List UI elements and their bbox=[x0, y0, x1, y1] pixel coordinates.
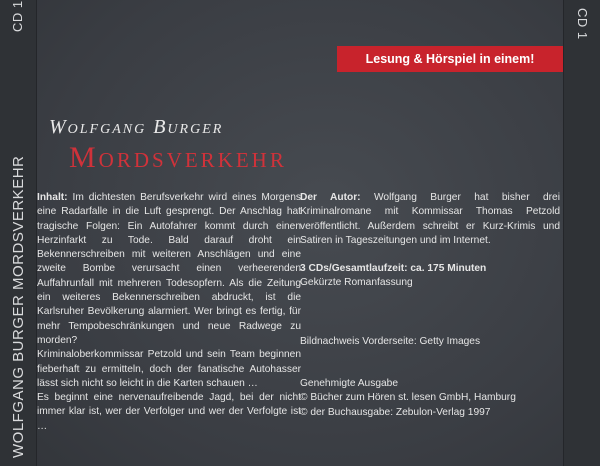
left-spine bbox=[0, 0, 37, 466]
spine-cd-label-right: CD 1 bbox=[575, 8, 590, 40]
info-column bbox=[300, 191, 560, 420]
promo-badge: Lesung & Hörspiel in einem! bbox=[337, 46, 563, 72]
licensed-edition: Genehmigte Ausgabe bbox=[300, 378, 398, 390]
inhalt-label: Inhalt: bbox=[37, 192, 68, 203]
author-name: Wolfgang Burger bbox=[49, 116, 224, 138]
copyright-line-2: © der Buchausgabe: Zebulon-Verlag 1997 bbox=[300, 406, 491, 418]
inhalt-text: Im dichtesten Berufsverkehr wird eines Morgens eine Radarfalle in die Luft gesprengt. Der Anschlag hat tragische Folgen: Ein Autofahrer kommt durch einen Herzinfarkt zu Tode. Bald darauf droht ein Bekennerschreiben mit weiteren Anschlägen und eine zweite Bombe verursacht einen verheerenden Auffahrunfall mit mehreren Todesopfern. Als die Zeitung ein weiteres Bekennerschreiben abdruckt, ist die Karlsruher Bevölkerung alarmiert. Wer bringt es fertig, für mehr Tempobeschränkungen und neue Radwege zu morden? bbox=[37, 192, 301, 346]
synopsis-column bbox=[37, 191, 301, 434]
runtime bbox=[300, 262, 560, 276]
runtime-text: 3 CDs/Gesamtlaufzeit: ca. 175 Minuten bbox=[300, 263, 487, 275]
synopsis-paragraph-2: Kriminaloberkommissar Petzold und sein Team beginnen fieberhaft zu ermitteln, doch der fanatische Autohasser lässt sich nicht so leicht in die Karten schauen … bbox=[37, 349, 301, 389]
autor-text: Wolfgang Burger hat bisher drei Kriminalromane mit Kommissar Thomas Petzold veröffentlicht. Außerdem schreibt er Kurz-Krimis und Satiren in Tageszeitungen und im Internet. bbox=[300, 192, 560, 246]
image-credit: Bildnachweis Vorderseite: Getty Images bbox=[300, 335, 481, 347]
author-paragraph bbox=[300, 191, 560, 248]
copyright-line-1: © Bücher zum Hören st. lesen GmbH, Hamburg bbox=[300, 392, 516, 404]
spine-title: WOLFGANG BURGER MORDSVERKEHR bbox=[10, 155, 27, 458]
book-title: Mordsverkehr bbox=[69, 141, 287, 174]
synopsis-paragraph bbox=[37, 191, 301, 348]
back-cover bbox=[37, 0, 563, 466]
autor-label: Der Autor: bbox=[300, 192, 361, 203]
spine-cd-label: CD 1 bbox=[10, 0, 25, 32]
abridged-note: Gekürzte Romanfassung bbox=[300, 277, 413, 289]
right-spine bbox=[563, 0, 600, 466]
synopsis-paragraph-3: Es beginnt eine nervenaufreibende Jagd, bei der nicht immer klar ist, wer der Verfolger und wer der Verfolgte ist … bbox=[37, 392, 301, 432]
